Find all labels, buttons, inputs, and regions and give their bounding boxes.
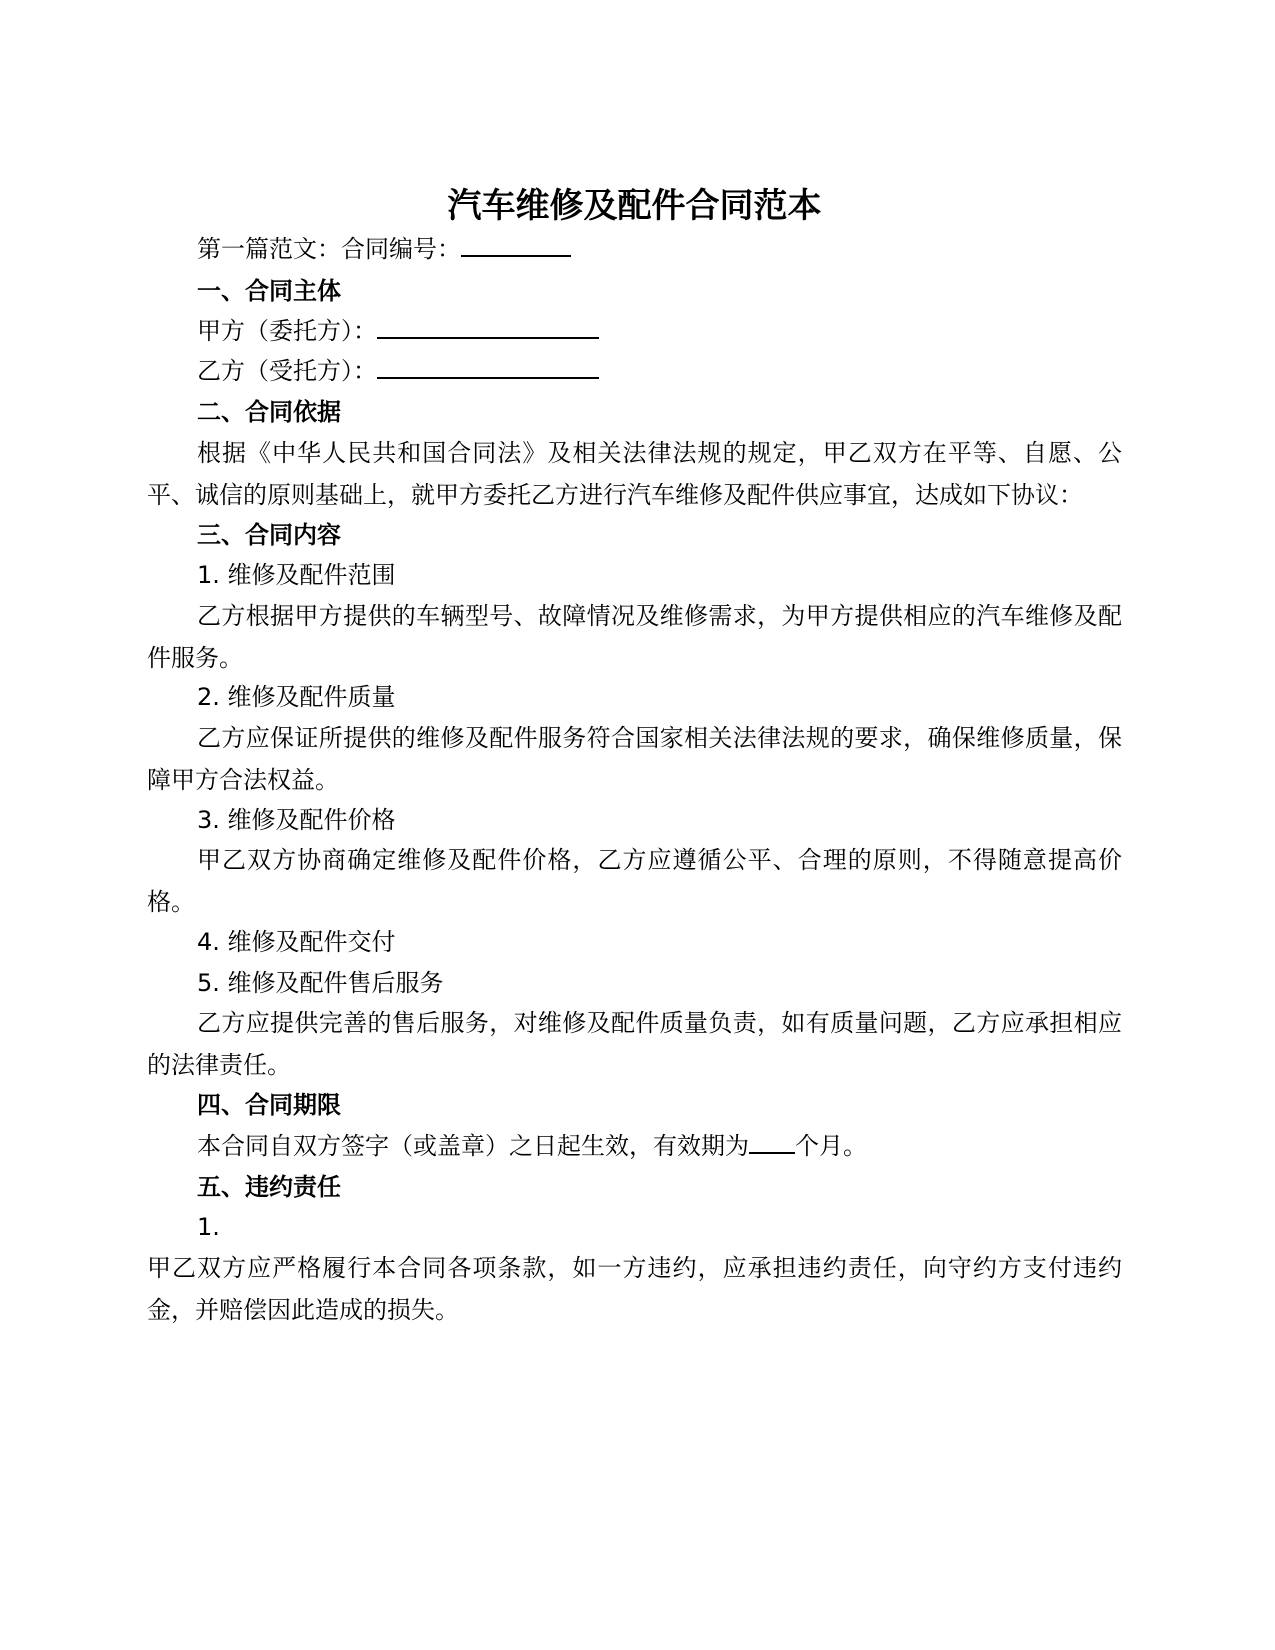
party-b-blank [377, 357, 599, 379]
liability-paragraph: 甲乙双方应严格履行本合同各项条款，如一方违约，应承担违约责任，向守约方支付违约金，并赔偿因此造成的损失。 [147, 1254, 1122, 1324]
item3-title: 3. 维修及配件价格 [197, 806, 396, 834]
term-text-before: 本合同自双方签字（或盖章）之日起生效，有效期为 [197, 1132, 749, 1160]
item1-title: 1. 维修及配件范围 [197, 561, 396, 589]
party-b-label: 乙方（受托方）： [197, 357, 377, 385]
party-a-blank [377, 317, 599, 339]
item2-paragraph: 乙方应保证所提供的维修及配件服务符合国家相关法律法规的要求，确保维修质量，保障甲方合法权益。 [147, 724, 1122, 794]
party-b-line [197, 350, 1122, 392]
item4-title: 4. 维修及配件交付 [197, 928, 396, 956]
term-line [197, 1125, 1122, 1167]
document-page [147, 0, 1122, 1650]
document-title: 汽车维修及配件合同范本 [447, 186, 822, 226]
section-heading-parties: 一、合同主体 [197, 277, 341, 305]
item3-paragraph: 甲乙双方协商确定维修及配件价格，乙方应遵循公平、合理的原则，不得随意提高价格。 [147, 846, 1122, 916]
item2-title: 2. 维修及配件质量 [197, 683, 396, 711]
item1-paragraph: 乙方根据甲方提供的车辆型号、故障情况及维修需求，为甲方提供相应的汽车维修及配件服务。 [147, 602, 1122, 672]
preface-line [197, 228, 1122, 270]
liability-item-number: 1. [197, 1213, 220, 1241]
party-a-label: 甲方（委托方）： [197, 317, 377, 345]
basis-paragraph: 根据《中华人民共和国合同法》及相关法律法规的规定，甲乙双方在平等、自愿、公平、诚信的原则基础上，就甲方委托乙方进行汽车维修及配件供应事宜，达成如下协议： [147, 439, 1122, 509]
contract-number-blank [461, 235, 571, 257]
term-text-after: 个月。 [795, 1132, 867, 1160]
party-a-line [197, 310, 1122, 352]
section-heading-content: 三、合同内容 [197, 521, 341, 549]
section-heading-basis: 二、合同依据 [197, 398, 341, 426]
section-heading-liability: 五、违约责任 [197, 1173, 341, 1201]
preface-text: 第一篇范文：合同编号： [197, 235, 461, 263]
term-months-blank [749, 1132, 795, 1154]
item5-title: 5. 维修及配件售后服务 [197, 969, 444, 997]
item5-paragraph: 乙方应提供完善的售后服务，对维修及配件质量负责，如有质量问题，乙方应承担相应的法律责任。 [147, 1009, 1122, 1079]
section-heading-term: 四、合同期限 [197, 1091, 341, 1119]
